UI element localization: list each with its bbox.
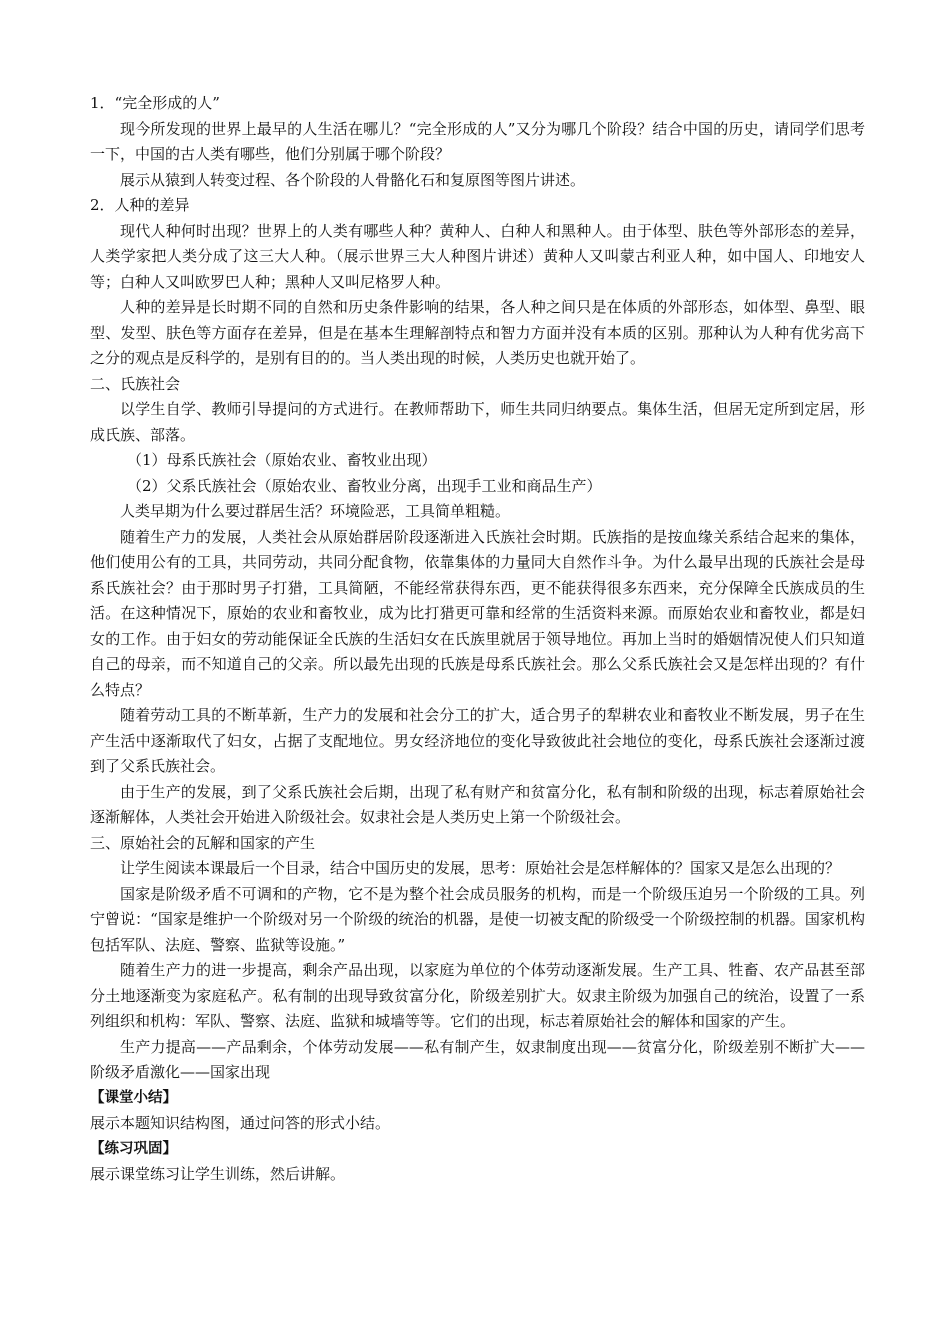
- paragraph: 随着劳动工具的不断革新，生产力的发展和社会分工的扩大，适合男子的犁耕农业和畜牧业不断发展，男子在生产生活中逐渐取代了妇女，占据了支配地位。男女经济地位的变化导致彼此社会地位的变化，母系氏族社会逐渐过渡到了父系氏族社会。: [90, 706, 865, 775]
- heading-complete-human: 1．“完全形成的人”: [90, 94, 220, 112]
- paragraph: 让学生阅读本课最后一个目录，结合中国历史的发展，思考：原始社会是怎样解体的？国家又是怎么出现的？: [120, 859, 841, 877]
- section-heading-practice: 【练习巩固】: [90, 1140, 177, 1157]
- paragraph: 展示从猿到人转变过程、各个阶段的人骨骼化石和复原图等图片讲述。: [120, 170, 586, 189]
- heading-state-origin: 三、原始社会的瓦解和国家的产生: [90, 833, 316, 852]
- heading-race-differences: 2．人种的差异: [90, 196, 190, 214]
- paragraph: 随着生产力的发展，人类社会从原始群居阶段逐渐进入氏族社会时期。氏族指的是按血缘关系结合起来的集体，他们使用公有的工具，共同劳动，共同分配食物，依靠集体的力量同大自然作斗争。为什么最早出现的氏族社会是母系氏族社会？由于那时男子打猎，工具简陋，不能经常获得东西，更不能获得很多东西来，充分保障全氏族成员的生活。在这种情况下，原始的农业和畜牧业，成为比打猎更可靠和经常的生活资料来源。而原始农业和畜牧业，都是妇女的工作。由于妇女的劳动能保证全氏族的生活妇女在氏族里就居于领导地位。再加上当时的婚姻情况使人们只知道自己的母亲，而不知道自己的父亲。所以最先出现的氏族是母系氏族社会。那么父系氏族社会又是怎样出现的？有什么特点？: [90, 527, 865, 699]
- paragraph: 生产力提高——产品剩余，个体劳动发展——私有制产生，奴隶制度出现——贫富分化，阶级差别不断扩大——阶级矛盾激化——国家出现: [90, 1037, 865, 1081]
- section-heading-summary: 【课堂小结】: [90, 1089, 177, 1106]
- paragraph: 现代人种何时出现？世界上的人类有哪些人种？黄种人、白种人和黑种人。由于体型、肤色等外部形态的差异，人类学家把人类分成了这三大人种。（展示世界三大人种图片讲述）黄种人又叫蒙古利亚人种，如中国人、印地安人等；白种人又叫欧罗巴人种；黑种人又叫尼格罗人种。: [90, 221, 865, 291]
- paragraph: 随着生产力的进一步提高，剩余产品出现，以家庭为单位的个体劳动逐渐发展。生产工具、牲畜、农产品甚至部分土地逐渐变为家庭私产。私有制的出现导致贫富分化，阶级差别扩大。奴隶主阶级为加强自己的统治，设置了一系列组织和机构：军队、警察、法庭、监狱和城墙等等。它们的出现，标志着原始社会的解体和国家的产生。: [90, 961, 865, 1030]
- paragraph: 由于生产的发展，到了父系氏族社会后期，出现了私有财产和贫富分化，私有制和阶级的出现，标志着原始社会逐渐解体，人类社会开始进入阶级社会。奴隶社会是人类历史上第一个阶级社会。: [90, 782, 865, 826]
- document-page: [90, 91, 865, 1188]
- list-item: （2）父系氏族社会（原始农业、畜牧业分离，出现手工业和商品生产）: [127, 476, 602, 495]
- paragraph: 以学生自学、教师引导提问的方式进行。在教师帮助下，师生共同归纳要点。集体生活，但居无定所到定居，形成氏族、部落。: [90, 400, 865, 444]
- heading-clan-society: 二、氏族社会: [90, 374, 181, 393]
- paragraph: 人类早期为什么要过群居生活？环境险恶，工具简单粗糙。: [120, 502, 511, 520]
- paragraph: 国家是阶级矛盾不可调和的产物，它不是为整个社会成员服务的机构，而是一个阶级压迫另一个阶级的工具。列宁曾说：“国家是维护一个阶级对另一个阶级的统治的机器，是使一切被支配的阶级受一个阶级控制的机器。国家机构包括军队、法庭、警察、监狱等设施。”: [90, 884, 865, 954]
- paragraph: 展示本题知识结构图，通过问答的形式小结。: [90, 1114, 391, 1132]
- list-item: （1）母系氏族社会（原始农业、畜牧业出现）: [127, 451, 437, 469]
- paragraph: 现今所发现的世界上最早的人生活在哪儿？“完全形成的人”又分为哪几个阶段？结合中国的历史，请同学们思考一下，中国的古人类有哪些，他们分别属于哪个阶段？: [90, 119, 865, 163]
- paragraph: 展示课堂练习让学生训练，然后讲解。: [90, 1165, 346, 1183]
- paragraph: 人种的差异是长时期不同的自然和历史条件影响的结果，各人种之间只是在体质的外部形态，如体型、鼻型、眼型、发型、肤色等方面存在差异，但是在基本生理解剖特点和智力方面并没有本质的区别。那种认为人种有优劣高下之分的观点是反科学的，是别有目的的。当人类出现的时候，人类历史也就开始了。: [90, 298, 865, 367]
